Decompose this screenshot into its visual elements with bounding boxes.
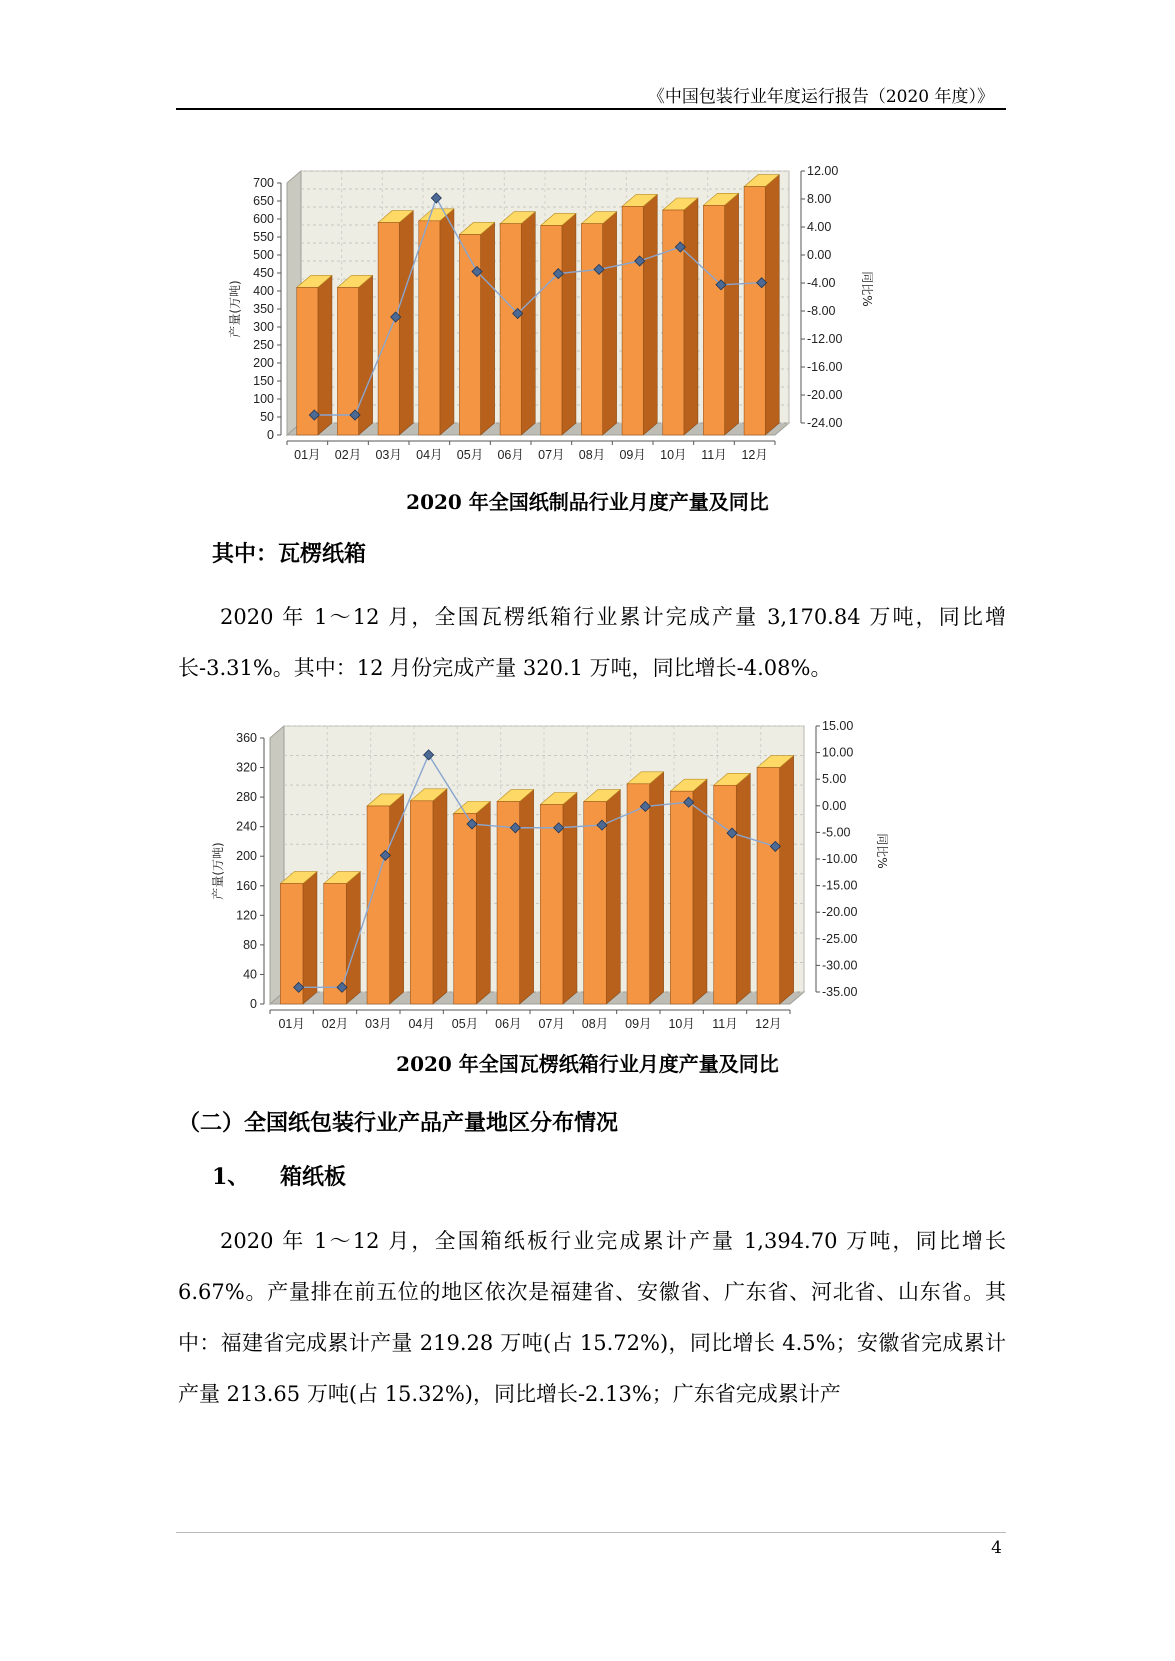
header-rule	[176, 108, 1006, 110]
right-axis-tick-label: -24.00	[807, 416, 843, 430]
x-axis-tick-label: 04月	[416, 448, 443, 462]
left-axis-tick-label: 650	[253, 194, 274, 208]
left-axis-tick-label: 350	[253, 302, 274, 316]
bar-front	[757, 768, 780, 1004]
right-axis-tick-label: -15.00	[822, 878, 858, 893]
right-axis-tick-label: 4.00	[807, 220, 832, 234]
bar	[714, 773, 751, 1004]
bar-front	[540, 805, 563, 1005]
left-axis-tick-label: 80	[243, 937, 257, 952]
bar-front	[581, 224, 602, 435]
chart-corrugated-boxes-svg	[0, 712, 1175, 1042]
left-axis-tick-label: 120	[236, 908, 257, 923]
left-axis-tick-label: 700	[253, 176, 274, 190]
bar-front	[627, 784, 650, 1004]
chart-paper-products	[0, 160, 1175, 470]
x-axis-tick-label: 01月	[278, 1017, 305, 1031]
bar-side	[780, 756, 794, 1004]
x-axis-tick-label: 07月	[538, 448, 565, 462]
right-axis-tick-label: -16.00	[807, 360, 843, 374]
left-axis-tick-label: 240	[236, 819, 257, 834]
bar-front	[622, 206, 643, 435]
right-axis-tick-label: 10.00	[822, 745, 854, 760]
x-axis-tick-label: 10月	[660, 448, 687, 462]
bar-front	[541, 225, 562, 435]
left-axis-tick-label: 160	[236, 878, 257, 893]
x-axis-tick-label: 06月	[497, 448, 524, 462]
right-axis-tick-label: 0.00	[822, 798, 847, 813]
right-axis-tick-label: 0.00	[807, 248, 832, 262]
right-axis-tick-label: -4.00	[807, 276, 836, 290]
bar-front	[419, 221, 440, 435]
right-axis-tick-label: 15.00	[822, 719, 854, 733]
bar	[419, 209, 454, 435]
bar-side	[318, 275, 332, 435]
header-title: 《中国包装行业年度运行报告（2020 年度）》	[647, 87, 994, 107]
bar	[670, 779, 707, 1004]
x-axis-tick-label: 10月	[668, 1017, 695, 1031]
right-axis-tick-label: 5.00	[822, 772, 847, 787]
right-axis-tick-label: 8.00	[807, 192, 832, 206]
paragraph-boxboard-text: 2020 年 1～12 月，全国箱纸板行业完成累计产量 1,394.70 万吨，同比增长 6.67%。产量排在前五位的地区依次是福建省、安徽省、广东省、河北省、山东省。其中：福建省完成累计产量 219.28 万吨(占 15.72%)，同比增长 4.5%；安徽省完成累计产量 213.65 万吨(占 15.32%)，同比增长-2.13%；广东省完成累计产	[178, 1229, 1006, 1406]
section-heading: （二）全国纸包装行业产品产量地区分布情况	[178, 1110, 619, 1136]
left-axis-tick-label: 360	[236, 731, 257, 745]
bar	[663, 198, 698, 435]
x-axis-tick-label: 06月	[495, 1017, 522, 1031]
bar-front	[500, 224, 521, 435]
bar-side	[521, 212, 535, 435]
left-axis-tick-label: 150	[253, 374, 274, 388]
item-number: 1、	[212, 1164, 250, 1190]
left-axis-tick-label: 0	[267, 428, 274, 442]
bar-front	[410, 801, 433, 1004]
bar-front	[744, 187, 765, 435]
bar-side	[359, 275, 373, 435]
bar	[500, 212, 535, 435]
left-axis-tick-label: 300	[253, 320, 274, 334]
bar-side	[481, 222, 495, 435]
bar-side	[440, 209, 454, 435]
bar-side	[603, 212, 617, 435]
x-axis-tick-label: 11月	[712, 1017, 738, 1031]
bar-front	[459, 234, 480, 435]
left-axis-tick-label: 0	[250, 997, 257, 1011]
bar	[378, 211, 413, 435]
x-axis-tick-label: 08月	[578, 448, 606, 462]
left-axis-tick-label: 40	[243, 967, 257, 982]
left-axis-tick-label: 400	[253, 284, 274, 298]
footer-rule	[176, 1532, 1006, 1533]
left-axis-tick-label: 200	[236, 849, 257, 864]
bar	[581, 212, 616, 435]
x-axis-tick-label: 09月	[619, 448, 646, 462]
right-axis-tick-label: -20.00	[807, 388, 843, 402]
chart-paper-products-svg	[0, 160, 1175, 470]
paragraph-boxboard	[178, 1216, 1006, 1420]
bar-side	[765, 175, 779, 435]
bar-side	[643, 194, 657, 435]
left-axis-tick-label: 450	[253, 266, 274, 280]
bar	[541, 213, 576, 435]
bar-front	[454, 813, 477, 1004]
right-axis-tick-label: -20.00	[822, 905, 858, 920]
bar-front	[703, 205, 724, 435]
item-title: 箱纸板	[280, 1164, 347, 1190]
bar-side	[520, 790, 534, 1004]
bar	[744, 175, 779, 435]
x-axis-tick-label: 03月	[365, 1017, 392, 1031]
bar	[622, 194, 657, 435]
bar-side	[725, 193, 739, 435]
right-axis-tick-label: -30.00	[822, 958, 858, 973]
right-axis-tick-label: -10.00	[822, 852, 858, 866]
x-axis-tick-label: 05月	[456, 448, 484, 462]
page-number: 4	[991, 1538, 1002, 1558]
left-axis-title: 产量(万吨)	[211, 842, 225, 900]
x-axis-tick-label: 02月	[334, 448, 362, 462]
bar-front	[378, 223, 399, 435]
bar-front	[670, 791, 693, 1004]
x-axis-tick-label: 02月	[321, 1017, 349, 1031]
left-axis-tick-label: 50	[260, 410, 274, 424]
bar-side	[563, 793, 577, 1005]
left-axis-tick-label: 200	[253, 356, 274, 370]
bar	[703, 193, 738, 435]
right-axis-tick-label: -12.00	[807, 332, 843, 346]
left-axis-tick-label: 250	[253, 338, 274, 352]
right-axis-title: 同比%	[860, 271, 874, 307]
bar-side	[736, 773, 750, 1004]
right-axis-tick-label: -25.00	[822, 931, 858, 946]
right-axis-tick-label: -5.00	[822, 825, 851, 840]
bar-front	[714, 785, 737, 1004]
bar-side	[684, 198, 698, 435]
x-axis-tick-label: 07月	[538, 1017, 565, 1031]
left-axis-tick-label: 100	[253, 392, 274, 406]
paragraph-corrugated-text: 2020 年 1～12 月，全国瓦楞纸箱行业累计完成产量 3,170.84 万吨，同比增长-3.31%。其中：12 月份完成产量 320.1 万吨，同比增长-4.08%。	[178, 605, 1006, 680]
bar	[757, 756, 794, 1004]
x-axis-tick-label: 01月	[294, 448, 321, 462]
bar-side	[476, 801, 490, 1004]
bar-side	[399, 211, 413, 435]
right-axis-tick-label: -8.00	[807, 304, 836, 318]
x-axis-tick-label: 04月	[408, 1017, 435, 1031]
right-axis-tick-label: 12.00	[807, 164, 839, 178]
x-axis-tick-label: 09月	[625, 1017, 652, 1031]
bar	[454, 801, 491, 1004]
bar	[459, 222, 494, 435]
sub-heading: 其中：瓦楞纸箱	[212, 541, 367, 567]
x-axis-tick-label: 08月	[581, 1017, 609, 1031]
bar-side	[562, 213, 576, 435]
chart2-caption: 2020 年全国瓦楞纸箱行业月度产量及同比	[396, 1052, 779, 1076]
left-axis-title: 产量(万吨)	[228, 280, 242, 338]
left-axis-tick-label: 550	[253, 230, 274, 244]
x-axis-tick-label: 05月	[451, 1017, 479, 1031]
bar	[410, 789, 447, 1004]
left-axis-tick-label: 280	[236, 790, 257, 805]
x-axis-tick-label: 11月	[701, 448, 727, 462]
bar-front	[584, 802, 607, 1004]
left-axis-tick-label: 500	[253, 248, 274, 262]
right-axis-title: 同比%	[875, 833, 889, 869]
x-axis-tick-label: 12月	[741, 448, 768, 462]
x-axis-tick-label: 12月	[755, 1017, 782, 1031]
chart-corrugated-boxes	[0, 712, 1175, 1042]
bar-side	[303, 872, 317, 1004]
left-axis-tick-label: 320	[236, 760, 257, 775]
bar-front	[367, 806, 390, 1004]
chart1-caption: 2020 年全国纸制品行业月度产量及同比	[406, 490, 769, 514]
bar-side	[650, 772, 664, 1004]
left-axis-tick-label: 600	[253, 212, 274, 226]
bar-side	[433, 789, 447, 1004]
x-axis-tick-label: 03月	[375, 448, 402, 462]
paragraph-corrugated	[178, 592, 1006, 694]
bar-side	[390, 794, 404, 1004]
bar	[497, 790, 534, 1004]
right-axis-tick-label: -35.00	[822, 985, 858, 999]
